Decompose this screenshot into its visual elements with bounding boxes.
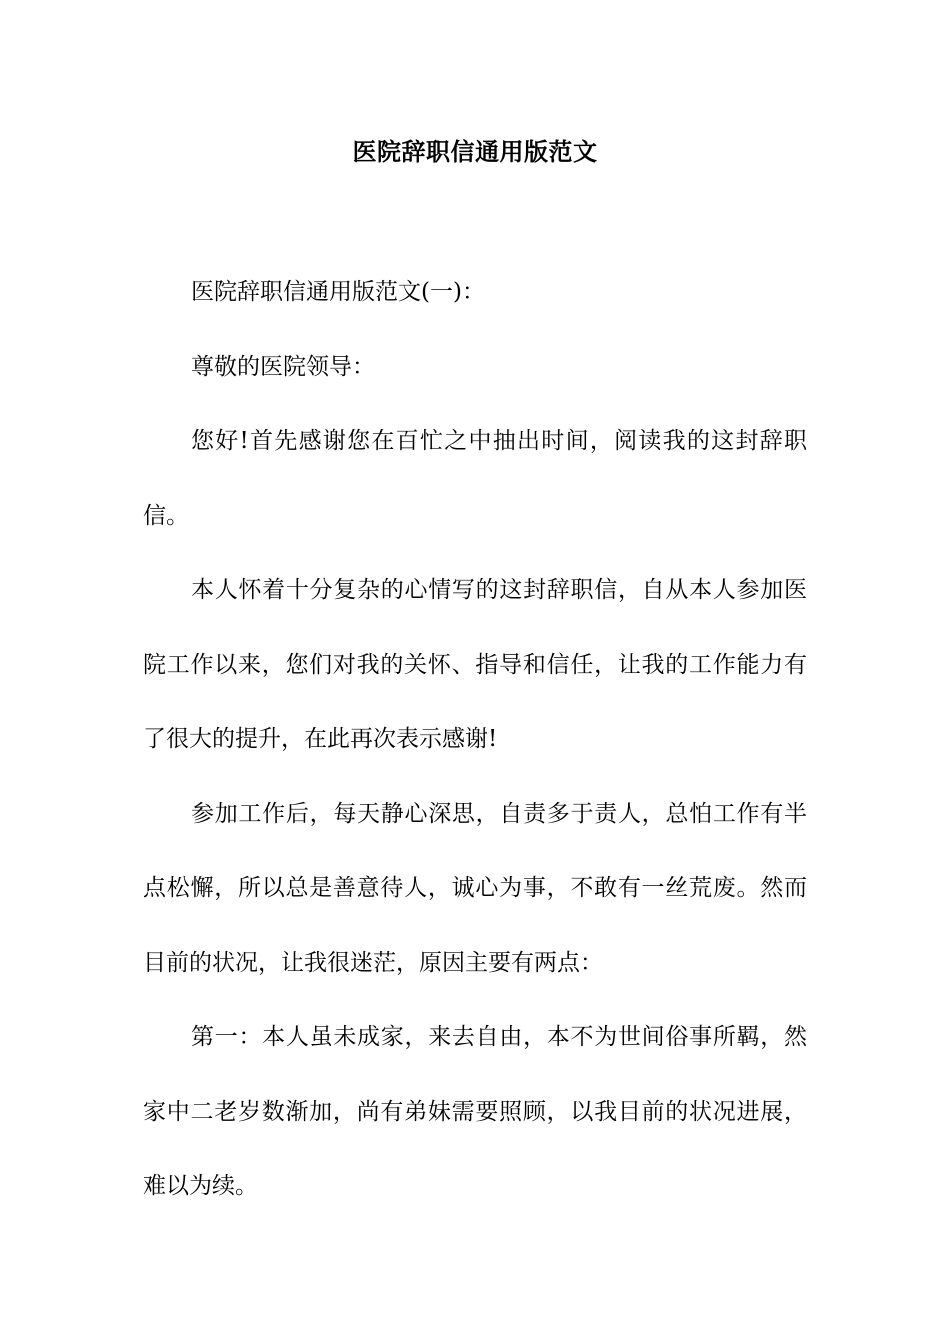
paragraph-work-attitude: 参加工作后，每天静心深思，自责多于责人，总怕工作有半点松懈，所以总是善意待人，诚心为事，不敢有一丝荒废。然而目前的状况，让我很迷茫，原因主要有两点： xyxy=(143,800,807,976)
document-title: 医院辞职信通用版范文 xyxy=(352,137,598,166)
paragraph-gratitude: 本人怀着十分复杂的心情写的这封辞职信，自从本人参加医院工作以来，您们对我的关怀、指导和信任，让我的工作能力有了很大的提升，在此再次表示感谢! xyxy=(143,577,807,752)
paragraph-reason-one: 第一：本人虽未成家，来去自由，本不为世间俗事所羁，然家中二老岁数渐加，尚有弟妹需要照顾，以我目前的状况进展，难以为续。 xyxy=(143,1024,807,1199)
document-body xyxy=(143,255,807,1224)
paragraph-heading: 医院辞职信通用版范文(一)： xyxy=(191,279,485,305)
paragraph-greeting: 您好!首先感谢您在百忙之中抽出时间，阅读我的这封辞职信。 xyxy=(143,428,807,529)
paragraph-salutation: 尊敬的医院领导： xyxy=(191,353,375,380)
